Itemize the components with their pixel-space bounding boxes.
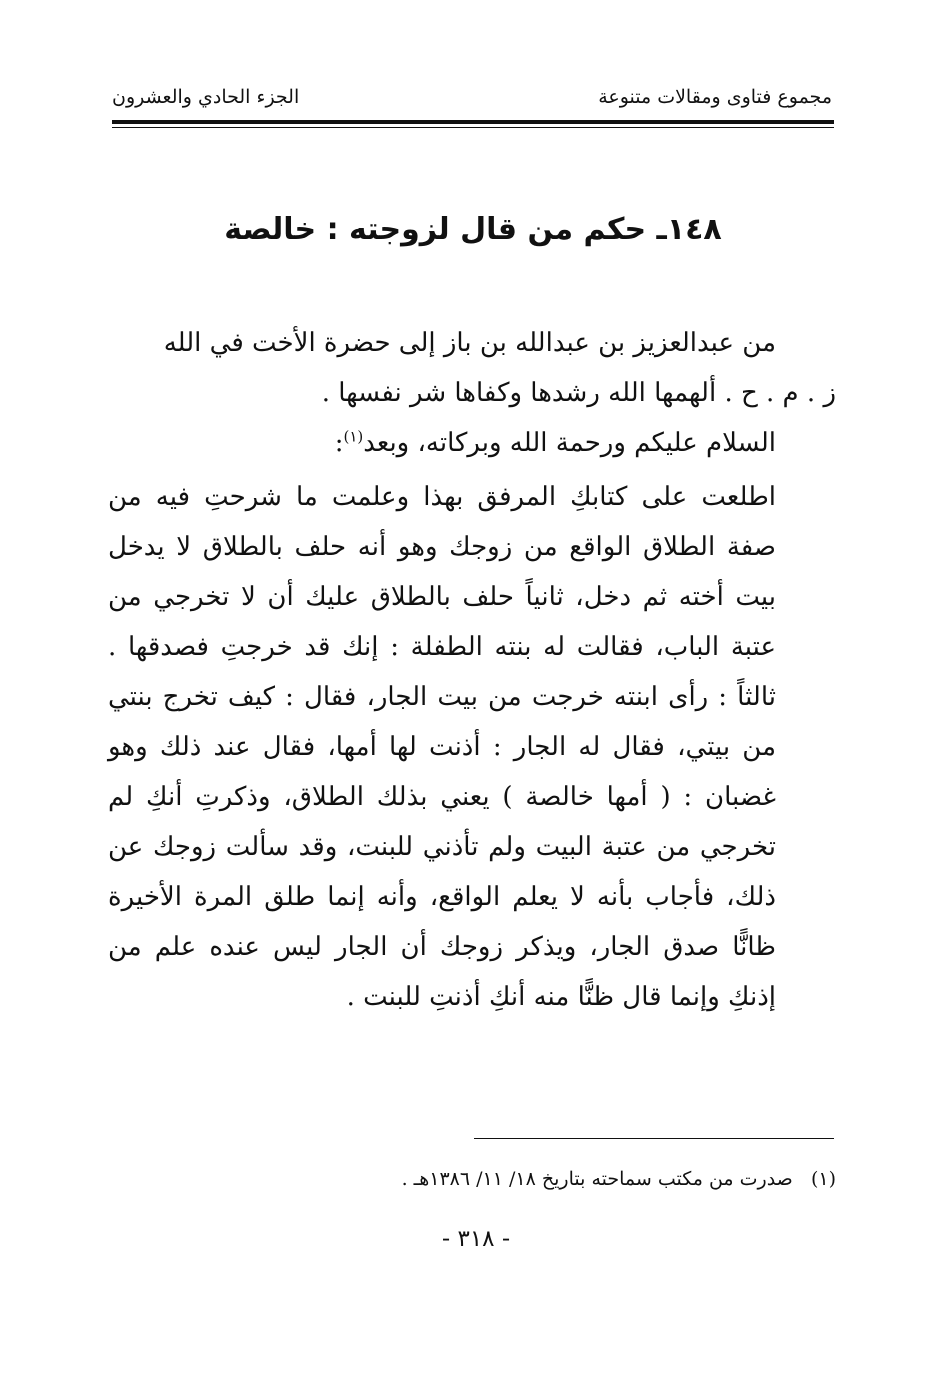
footnote-separator xyxy=(474,1138,834,1139)
footnote-marker: (١) xyxy=(810,1168,836,1190)
footnote-reference: (١) xyxy=(343,427,364,446)
article-title: ١٤٨ـ حكم من قال لزوجته : خالصة xyxy=(224,212,722,247)
footnote xyxy=(200,1168,836,1190)
volume-label: الجزء الحادي والعشرون xyxy=(112,86,300,108)
book-title: مجموع فتاوى ومقالات متنوعة xyxy=(598,86,832,108)
header-rule-thick xyxy=(112,120,834,124)
article-body xyxy=(108,318,836,1022)
greeting-end: : xyxy=(334,428,344,458)
running-header xyxy=(112,86,832,116)
footnote-text: صدرت من مكتب سماحته بتاريخ ١٨/ ١١/ ١٣٨٦هـ . xyxy=(401,1168,793,1190)
body-paragraph: اطلعت على كتابكِ المرفق بهذا وعلمت ما شرحتِ فيه من صفة الطلاق الواقع من زوجك وهو أنه حلف بالطلاق لا يدخل بيت أخته ثم دخل، ثانياً حلف بالطلاق عليك أن لا تخرجي من عتبة الباب، فقالت له بنته الطفلة : إنك قد خرجتِ فصدقها . ثالثاً : رأى ابنته خرجت من بيت الجار، فقال : كيف تخرج بنتي من بيتي، فقال له الجار : أذنت لها أمها، فقال عند ذلك وهو غضبان : ( أمها خالصة ) يعني بذلك الطلاق، وذكرتِ أنكِ لم تخرجي من عتبة البيت ولم تأذني للبنت، وقد سألت زوجك عن ذلك، فأجاب بأنه لا يعلم الواقع، وأنه إنما طلق المرة الأخيرة ظانًّا صدق الجار، ويذكر زوجك أن الجار ليس عنده علم من إذنكِ وإنما قال ظنًّا منه أنكِ أذنتِ للبنت . xyxy=(108,482,776,1012)
header-rule-thin xyxy=(112,127,834,128)
greeting xyxy=(108,418,836,468)
page-number: - ٣١٨ - xyxy=(441,1226,511,1252)
greeting-text: السلام عليكم ورحمة الله وبركاته، وبعد xyxy=(363,428,776,458)
salutation-line-2: ز . م . ح . ألهمها الله رشدها وكفاها شر نفسها . xyxy=(321,378,836,408)
salutation-line-1: من عبدالعزيز بن عبدالله بن باز إلى حضرة الأخت في الله xyxy=(163,328,776,358)
